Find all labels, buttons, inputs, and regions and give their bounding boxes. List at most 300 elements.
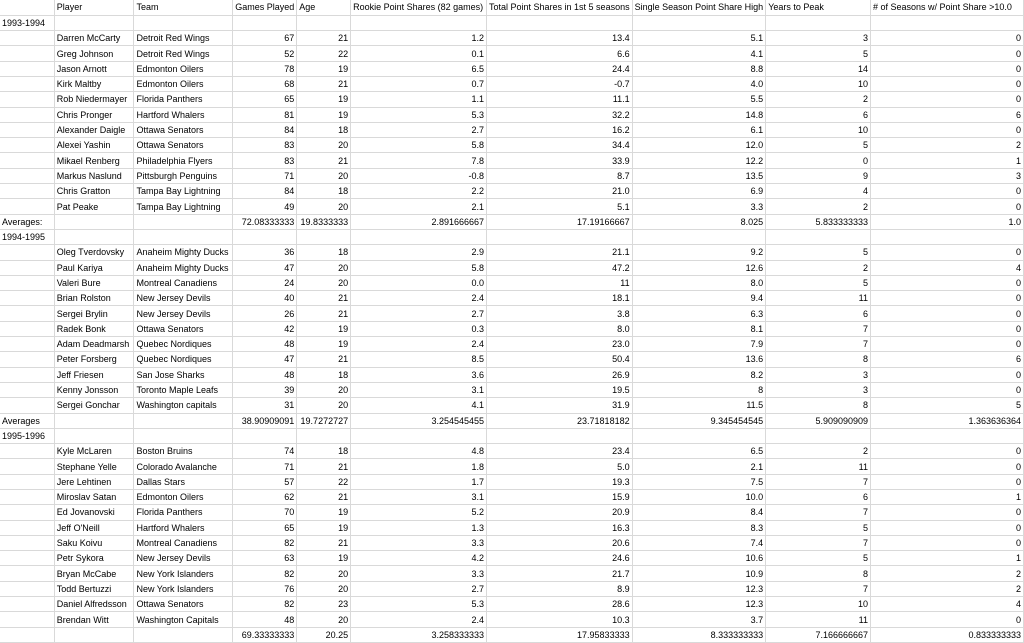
table-cell[interactable]: 21 (297, 306, 351, 321)
table-cell[interactable]: 6 (766, 306, 871, 321)
table-cell[interactable]: 26.9 (487, 367, 633, 382)
table-cell[interactable]: 4 (766, 184, 871, 199)
table-cell[interactable]: 0 (871, 46, 1024, 61)
table-cell[interactable]: 1994-1995 (0, 229, 54, 244)
table-cell[interactable]: 6.9 (632, 184, 766, 199)
table-cell[interactable]: 62 (233, 490, 297, 505)
table-cell[interactable] (54, 413, 134, 428)
table-cell[interactable]: 21.7 (487, 566, 633, 581)
table-cell[interactable]: 7.4 (632, 535, 766, 550)
table-cell[interactable]: Ed Jovanovski (54, 505, 134, 520)
table-cell[interactable]: 0 (871, 337, 1024, 352)
table-cell[interactable]: 8.1 (632, 321, 766, 336)
header-cell[interactable]: Single Season Point Share High (632, 0, 766, 15)
table-cell[interactable]: 69.33333333 (233, 627, 297, 642)
table-cell[interactable] (0, 76, 54, 91)
table-cell[interactable]: 9.4 (632, 291, 766, 306)
table-cell[interactable]: 8 (766, 398, 871, 413)
table-cell[interactable]: 10.6 (632, 551, 766, 566)
table-cell[interactable] (54, 15, 134, 30)
table-cell[interactable]: 6.3 (632, 306, 766, 321)
table-cell[interactable] (351, 428, 487, 443)
table-cell[interactable]: 3.3 (351, 566, 487, 581)
table-cell[interactable]: 10 (766, 122, 871, 137)
table-cell[interactable] (0, 612, 54, 627)
table-cell[interactable]: 21 (297, 291, 351, 306)
table-cell[interactable]: 84 (233, 184, 297, 199)
table-cell[interactable] (487, 428, 633, 443)
table-cell[interactable]: 3.8 (487, 306, 633, 321)
table-cell[interactable] (871, 15, 1024, 30)
table-cell[interactable]: 1.0 (871, 214, 1024, 229)
table-cell[interactable] (0, 627, 54, 642)
table-cell[interactable]: 0 (871, 199, 1024, 214)
table-cell[interactable]: 20 (297, 260, 351, 275)
table-cell[interactable]: 7.5 (632, 474, 766, 489)
table-cell[interactable] (632, 15, 766, 30)
table-cell[interactable]: 18 (297, 444, 351, 459)
table-cell[interactable]: 8.025 (632, 214, 766, 229)
table-cell[interactable]: 65 (233, 520, 297, 535)
table-cell[interactable]: 8.0 (487, 321, 633, 336)
table-cell[interactable] (134, 214, 233, 229)
table-cell[interactable]: 0 (871, 535, 1024, 550)
table-cell[interactable] (0, 168, 54, 183)
table-cell[interactable]: 0 (871, 291, 1024, 306)
table-cell[interactable]: Mikael Renberg (54, 153, 134, 168)
table-cell[interactable]: Anaheim Mighty Ducks (134, 245, 233, 260)
table-cell[interactable]: 83 (233, 138, 297, 153)
table-cell[interactable]: 1 (871, 490, 1024, 505)
table-cell[interactable]: 0.7 (351, 76, 487, 91)
table-cell[interactable] (0, 46, 54, 61)
table-cell[interactable] (632, 428, 766, 443)
table-cell[interactable]: Radek Bonk (54, 321, 134, 336)
table-cell[interactable] (297, 15, 351, 30)
table-cell[interactable] (766, 428, 871, 443)
table-cell[interactable] (487, 229, 633, 244)
table-cell[interactable] (233, 15, 297, 30)
table-cell[interactable]: Anaheim Mighty Ducks (134, 260, 233, 275)
table-cell[interactable]: 63 (233, 551, 297, 566)
table-cell[interactable]: 47 (233, 352, 297, 367)
table-cell[interactable]: Ottawa Senators (134, 138, 233, 153)
table-cell[interactable]: Peter Forsberg (54, 352, 134, 367)
table-cell[interactable] (134, 413, 233, 428)
table-cell[interactable]: Edmonton Oilers (134, 490, 233, 505)
table-cell[interactable]: 5.8 (351, 260, 487, 275)
table-cell[interactable]: 23.4 (487, 444, 633, 459)
table-cell[interactable]: 24.6 (487, 551, 633, 566)
table-cell[interactable]: Chris Gratton (54, 184, 134, 199)
table-cell[interactable] (0, 444, 54, 459)
table-cell[interactable]: Alexei Yashin (54, 138, 134, 153)
table-cell[interactable]: 0 (766, 153, 871, 168)
table-cell[interactable]: 49 (233, 199, 297, 214)
table-cell[interactable]: Adam Deadmarsh (54, 337, 134, 352)
table-cell[interactable]: 40 (233, 291, 297, 306)
table-cell[interactable]: 13.4 (487, 31, 633, 46)
table-cell[interactable]: Saku Koivu (54, 535, 134, 550)
table-cell[interactable]: 24 (233, 275, 297, 290)
table-cell[interactable]: Todd Bertuzzi (54, 581, 134, 596)
table-cell[interactable]: Daniel Alfredsson (54, 597, 134, 612)
table-cell[interactable]: 12.3 (632, 597, 766, 612)
table-cell[interactable]: 2.4 (351, 612, 487, 627)
table-cell[interactable] (233, 229, 297, 244)
table-cell[interactable] (0, 107, 54, 122)
table-cell[interactable]: 20 (297, 398, 351, 413)
table-cell[interactable]: 0.3 (351, 321, 487, 336)
table-cell[interactable]: Ottawa Senators (134, 321, 233, 336)
table-cell[interactable]: -0.7 (487, 76, 633, 91)
header-cell[interactable]: # of Seasons w/ Point Share >10.0 (871, 0, 1024, 15)
table-cell[interactable] (0, 92, 54, 107)
table-cell[interactable]: Washington capitals (134, 398, 233, 413)
table-cell[interactable]: 84 (233, 122, 297, 137)
table-cell[interactable]: 19 (297, 321, 351, 336)
table-cell[interactable]: Florida Panthers (134, 92, 233, 107)
table-cell[interactable]: 1.2 (351, 31, 487, 46)
table-cell[interactable]: Petr Sykora (54, 551, 134, 566)
table-cell[interactable]: 8.5 (351, 352, 487, 367)
table-cell[interactable]: Tampa Bay Lightning (134, 199, 233, 214)
table-cell[interactable]: 0 (871, 245, 1024, 260)
table-cell[interactable]: 3.1 (351, 382, 487, 397)
table-cell[interactable]: -0.8 (351, 168, 487, 183)
table-cell[interactable]: New Jersey Devils (134, 551, 233, 566)
table-cell[interactable]: 0.833333333 (871, 627, 1024, 642)
table-cell[interactable]: 17.95833333 (487, 627, 633, 642)
table-cell[interactable] (54, 428, 134, 443)
table-cell[interactable]: 5 (766, 275, 871, 290)
table-cell[interactable]: 7.9 (632, 337, 766, 352)
table-cell[interactable]: 10.0 (632, 490, 766, 505)
table-cell[interactable]: Edmonton Oilers (134, 61, 233, 76)
table-cell[interactable]: 47.2 (487, 260, 633, 275)
table-cell[interactable]: 34.4 (487, 138, 633, 153)
table-cell[interactable]: 2 (871, 138, 1024, 153)
table-cell[interactable]: 5.5 (632, 92, 766, 107)
table-cell[interactable]: 20 (297, 168, 351, 183)
table-cell[interactable]: 11 (766, 459, 871, 474)
table-cell[interactable]: 2.4 (351, 291, 487, 306)
table-cell[interactable]: 8.4 (632, 505, 766, 520)
table-cell[interactable]: 1 (871, 153, 1024, 168)
table-cell[interactable]: 4.1 (351, 398, 487, 413)
table-cell[interactable]: Philadelphia Flyers (134, 153, 233, 168)
table-cell[interactable] (0, 31, 54, 46)
table-cell[interactable]: 5 (766, 551, 871, 566)
table-cell[interactable]: 76 (233, 581, 297, 596)
table-cell[interactable]: 0 (871, 306, 1024, 321)
table-cell[interactable] (134, 428, 233, 443)
table-cell[interactable]: 82 (233, 597, 297, 612)
table-cell[interactable]: 11 (766, 612, 871, 627)
table-cell[interactable]: 5.1 (632, 31, 766, 46)
table-cell[interactable]: 22 (297, 474, 351, 489)
table-cell[interactable]: 8.0 (632, 275, 766, 290)
table-cell[interactable] (871, 229, 1024, 244)
table-cell[interactable] (0, 505, 54, 520)
table-cell[interactable]: Dallas Stars (134, 474, 233, 489)
table-cell[interactable]: Markus Naslund (54, 168, 134, 183)
table-cell[interactable]: 0 (871, 612, 1024, 627)
table-cell[interactable]: 19 (297, 337, 351, 352)
table-cell[interactable]: 12.0 (632, 138, 766, 153)
table-cell[interactable]: 0 (871, 321, 1024, 336)
table-cell[interactable] (0, 520, 54, 535)
table-cell[interactable]: 19 (297, 505, 351, 520)
table-cell[interactable] (0, 337, 54, 352)
table-cell[interactable]: 21 (297, 153, 351, 168)
table-cell[interactable]: 81 (233, 107, 297, 122)
table-cell[interactable]: 15.9 (487, 490, 633, 505)
header-cell[interactable] (0, 0, 54, 15)
table-cell[interactable]: 21 (297, 352, 351, 367)
table-cell[interactable]: New York Islanders (134, 581, 233, 596)
table-cell[interactable] (0, 566, 54, 581)
table-cell[interactable]: Averages (0, 413, 54, 428)
table-cell[interactable]: 23.71818182 (487, 413, 633, 428)
table-cell[interactable]: 11.1 (487, 92, 633, 107)
table-cell[interactable]: 2.4 (351, 337, 487, 352)
table-cell[interactable]: 8.3 (632, 520, 766, 535)
table-cell[interactable]: 0 (871, 76, 1024, 91)
table-cell[interactable]: 2 (871, 581, 1024, 596)
table-cell[interactable]: 7.8 (351, 153, 487, 168)
table-cell[interactable]: 1.363636364 (871, 413, 1024, 428)
table-cell[interactable]: 0 (871, 367, 1024, 382)
table-cell[interactable] (0, 184, 54, 199)
table-cell[interactable]: 0 (871, 382, 1024, 397)
header-cell[interactable]: Team (134, 0, 233, 15)
table-cell[interactable]: 4.8 (351, 444, 487, 459)
table-cell[interactable] (0, 306, 54, 321)
table-cell[interactable]: 18 (297, 245, 351, 260)
table-cell[interactable]: Rob Niedermayer (54, 92, 134, 107)
table-cell[interactable]: 0 (871, 31, 1024, 46)
table-cell[interactable]: Detroit Red Wings (134, 31, 233, 46)
table-cell[interactable]: 2.1 (632, 459, 766, 474)
table-cell[interactable]: 21 (297, 76, 351, 91)
table-cell[interactable]: 0 (871, 444, 1024, 459)
table-cell[interactable]: 0.1 (351, 46, 487, 61)
table-cell[interactable] (134, 15, 233, 30)
table-cell[interactable]: Jeff O'Neill (54, 520, 134, 535)
table-cell[interactable]: 22 (297, 46, 351, 61)
table-cell[interactable]: 0 (871, 92, 1024, 107)
table-cell[interactable]: Jason Arnott (54, 61, 134, 76)
table-cell[interactable]: 14.8 (632, 107, 766, 122)
table-cell[interactable]: 0 (871, 275, 1024, 290)
table-cell[interactable]: Quebec Nordiques (134, 352, 233, 367)
table-cell[interactable]: 18 (297, 184, 351, 199)
header-cell[interactable]: Years to Peak (766, 0, 871, 15)
table-cell[interactable]: 4.2 (351, 551, 487, 566)
table-cell[interactable]: 36 (233, 245, 297, 260)
table-cell[interactable]: 16.3 (487, 520, 633, 535)
table-cell[interactable]: 0.0 (351, 275, 487, 290)
table-cell[interactable]: 19 (297, 551, 351, 566)
table-cell[interactable]: 31 (233, 398, 297, 413)
table-cell[interactable]: Oleg Tverdovsky (54, 245, 134, 260)
table-cell[interactable]: 8.9 (487, 581, 633, 596)
table-cell[interactable]: 68 (233, 76, 297, 91)
table-cell[interactable]: 2.1 (351, 199, 487, 214)
table-cell[interactable]: 65 (233, 92, 297, 107)
table-cell[interactable]: Pittsburgh Penguins (134, 168, 233, 183)
table-cell[interactable] (0, 122, 54, 137)
table-cell[interactable]: 7 (766, 337, 871, 352)
table-cell[interactable]: 21 (297, 459, 351, 474)
table-cell[interactable] (297, 229, 351, 244)
table-cell[interactable]: 21 (297, 535, 351, 550)
table-cell[interactable]: 5 (766, 46, 871, 61)
table-cell[interactable]: Hartford Whalers (134, 520, 233, 535)
header-cell[interactable]: Age (297, 0, 351, 15)
table-cell[interactable]: 8.2 (632, 367, 766, 382)
table-cell[interactable]: 19.3 (487, 474, 633, 489)
table-cell[interactable]: 71 (233, 168, 297, 183)
table-cell[interactable]: 28.6 (487, 597, 633, 612)
table-cell[interactable]: Colorado Avalanche (134, 459, 233, 474)
table-cell[interactable] (0, 275, 54, 290)
table-cell[interactable]: 7 (766, 581, 871, 596)
table-cell[interactable]: 23.0 (487, 337, 633, 352)
table-cell[interactable]: 21 (297, 490, 351, 505)
table-cell[interactable]: 8 (632, 382, 766, 397)
table-cell[interactable]: Jeff Friesen (54, 367, 134, 382)
table-cell[interactable]: 19 (297, 61, 351, 76)
table-cell[interactable]: 18.1 (487, 291, 633, 306)
table-cell[interactable]: Valeri Bure (54, 275, 134, 290)
table-cell[interactable]: 8 (766, 566, 871, 581)
table-cell[interactable]: 7 (766, 505, 871, 520)
table-cell[interactable]: 7.166666667 (766, 627, 871, 642)
table-cell[interactable]: 0 (871, 184, 1024, 199)
table-cell[interactable]: 3.6 (351, 367, 487, 382)
table-cell[interactable]: Bryan McCabe (54, 566, 134, 581)
table-cell[interactable] (134, 627, 233, 642)
table-cell[interactable]: Chris Pronger (54, 107, 134, 122)
table-cell[interactable]: 8.7 (487, 168, 633, 183)
table-cell[interactable]: 42 (233, 321, 297, 336)
header-cell[interactable]: Rookie Point Shares (82 games) (351, 0, 487, 15)
table-cell[interactable]: 70 (233, 505, 297, 520)
table-cell[interactable]: Montreal Canadiens (134, 275, 233, 290)
table-cell[interactable] (0, 153, 54, 168)
table-cell[interactable]: 19.7272727 (297, 413, 351, 428)
table-cell[interactable]: 11 (766, 291, 871, 306)
table-cell[interactable]: 1 (871, 551, 1024, 566)
table-cell[interactable]: 5.1 (487, 199, 633, 214)
table-cell[interactable]: 21.0 (487, 184, 633, 199)
table-cell[interactable]: 17.19166667 (487, 214, 633, 229)
table-cell[interactable]: 4 (871, 597, 1024, 612)
table-cell[interactable]: 47 (233, 260, 297, 275)
table-cell[interactable]: Darren McCarty (54, 31, 134, 46)
table-cell[interactable]: 82 (233, 535, 297, 550)
table-cell[interactable]: 14 (766, 61, 871, 76)
table-cell[interactable]: Hartford Whalers (134, 107, 233, 122)
table-cell[interactable] (0, 597, 54, 612)
table-cell[interactable] (0, 474, 54, 489)
table-cell[interactable]: 57 (233, 474, 297, 489)
header-cell[interactable]: Games Played (233, 0, 297, 15)
table-cell[interactable]: 5.3 (351, 107, 487, 122)
table-cell[interactable]: Greg Johnson (54, 46, 134, 61)
table-cell[interactable]: Detroit Red Wings (134, 46, 233, 61)
table-cell[interactable]: 1993-1994 (0, 15, 54, 30)
table-cell[interactable] (54, 627, 134, 642)
table-cell[interactable] (0, 245, 54, 260)
table-cell[interactable]: Stephane Yelle (54, 459, 134, 474)
table-cell[interactable] (0, 352, 54, 367)
table-cell[interactable]: 2 (766, 92, 871, 107)
table-cell[interactable]: 18 (297, 367, 351, 382)
table-cell[interactable]: Ottawa Senators (134, 122, 233, 137)
table-cell[interactable]: New York Islanders (134, 566, 233, 581)
table-cell[interactable]: 3.3 (351, 535, 487, 550)
table-cell[interactable] (766, 15, 871, 30)
table-cell[interactable]: 19.5 (487, 382, 633, 397)
table-cell[interactable]: 0 (871, 122, 1024, 137)
table-cell[interactable]: 20 (297, 612, 351, 627)
table-cell[interactable]: 12.2 (632, 153, 766, 168)
table-cell[interactable]: 5.909090909 (766, 413, 871, 428)
table-cell[interactable]: 3 (766, 31, 871, 46)
table-cell[interactable]: 6.6 (487, 46, 633, 61)
table-cell[interactable] (0, 551, 54, 566)
table-cell[interactable]: 20 (297, 199, 351, 214)
table-cell[interactable]: Ottawa Senators (134, 597, 233, 612)
table-cell[interactable]: 0 (871, 61, 1024, 76)
table-cell[interactable]: 2.2 (351, 184, 487, 199)
table-cell[interactable]: 19.8333333 (297, 214, 351, 229)
table-cell[interactable]: 83 (233, 153, 297, 168)
table-cell[interactable]: 6 (871, 352, 1024, 367)
table-cell[interactable]: 20 (297, 382, 351, 397)
header-cell[interactable]: Total Point Shares in 1st 5 seasons (487, 0, 633, 15)
table-cell[interactable]: 3.1 (351, 490, 487, 505)
table-cell[interactable]: 20 (297, 566, 351, 581)
table-cell[interactable]: 78 (233, 61, 297, 76)
table-cell[interactable]: 10 (766, 597, 871, 612)
table-cell[interactable]: 5 (766, 520, 871, 535)
table-cell[interactable]: 0 (871, 505, 1024, 520)
table-cell[interactable] (0, 61, 54, 76)
table-cell[interactable]: 1.3 (351, 520, 487, 535)
table-cell[interactable]: 3 (766, 382, 871, 397)
table-cell[interactable]: 4 (871, 260, 1024, 275)
table-cell[interactable] (54, 229, 134, 244)
table-cell[interactable]: Averages: (0, 214, 54, 229)
table-cell[interactable]: 71 (233, 459, 297, 474)
table-cell[interactable]: Brian Rolston (54, 291, 134, 306)
table-cell[interactable]: Montreal Canadiens (134, 535, 233, 550)
table-cell[interactable]: 5.3 (351, 597, 487, 612)
table-cell[interactable]: 72.08333333 (233, 214, 297, 229)
table-cell[interactable]: Brendan Witt (54, 612, 134, 627)
table-cell[interactable] (54, 214, 134, 229)
table-cell[interactable]: 10 (766, 76, 871, 91)
table-cell[interactable]: Paul Kariya (54, 260, 134, 275)
table-cell[interactable] (351, 15, 487, 30)
table-cell[interactable]: 20.25 (297, 627, 351, 642)
table-cell[interactable]: 12.3 (632, 581, 766, 596)
table-cell[interactable]: 50.4 (487, 352, 633, 367)
